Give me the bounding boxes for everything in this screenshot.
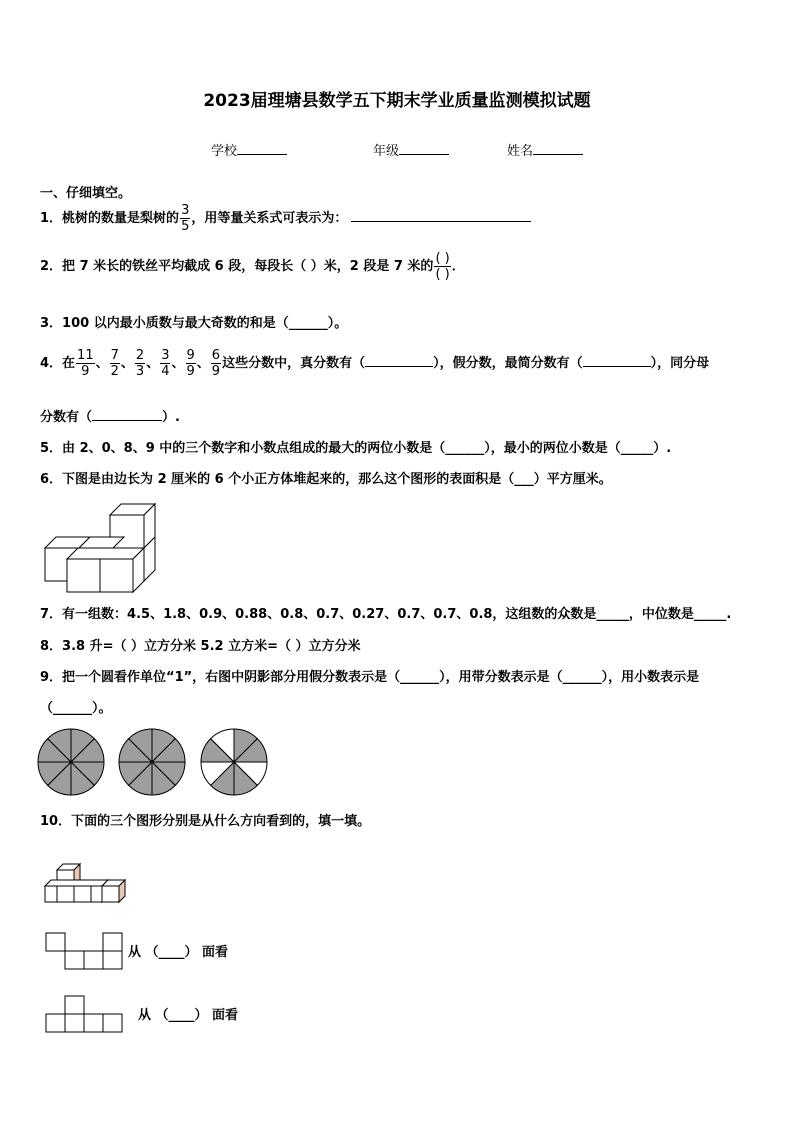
answer-blank[interactable] xyxy=(351,209,531,222)
question-2: 2．把 7 米长的铁丝平均截成 6 段，每段长（ ）米，2 段是 7 米的 $\frac{( )}{( )}$ ． xyxy=(40,251,465,282)
section-heading: 一、仔细填空。 xyxy=(40,186,132,201)
grade-field[interactable] xyxy=(373,140,449,159)
block-3d-figure xyxy=(42,862,127,910)
question-8: 8．3.8 升=（ ）立方分米 5.2 立方米=（ ）立方分米 xyxy=(40,639,361,654)
school-field[interactable] xyxy=(211,140,287,159)
view-1-figure xyxy=(45,932,125,972)
question-7: 7．有一组数：4.5、1.8、0.9、0.88、0.8、0.7、0.27、0.7、0.7、0.8，这组数的众数是_____，中位数是_____. xyxy=(40,607,732,622)
question-1: 1．桃树的数量是梨树的 $\frac{3}{5}$ ，用等量关系式可表示为： xyxy=(40,203,531,234)
fraction-3-5: $\frac{3}{5}$ xyxy=(181,203,190,234)
question-5: 5．由 2、0、8、9 中的三个数字和小数点组成的最大的两位小数是（______），最小的两位小数是（_____）. xyxy=(40,441,672,456)
name-field[interactable] xyxy=(507,140,583,159)
cube-stack-figure xyxy=(40,500,165,585)
name-label: 姓名 xyxy=(507,144,534,159)
view-2-answer[interactable]: 从 （____） 面看 xyxy=(138,1008,239,1023)
question-3: 3．100 以内最小质数与最大奇数的和是（______）。 xyxy=(40,316,348,331)
question-6: 6．下图是由边长为 2 厘米的 6 个小正方体堆起来的，那么这个图形的表面积是（___）平方厘米。 xyxy=(40,472,612,487)
fraction-blank: $\frac{( )}{( )}$ xyxy=(435,251,450,282)
fraction-circles-figure xyxy=(36,727,276,799)
page-title: 2023届理塘县数学五下期末学业质量监测模拟试题 xyxy=(203,91,591,111)
school-label: 学校 xyxy=(211,144,238,159)
view-1-answer[interactable]: 从 （____） 面看 xyxy=(128,945,229,960)
question-10: 10．下面的三个图形分别是从什么方向看到的，填一填。 xyxy=(40,814,371,829)
question-4-cont: 分数有（ ）. xyxy=(40,410,180,425)
question-4: 4．在 $\frac{11}{9}$ 、 $\frac{7}{2}$ 、 $\frac{2}{3}$ 、 $\frac{3}{4}$ 、 $\frac{9}{9}$ 、 $\frac{6}{9}$ 这些分数中，真分数有（ ），假分数，最简分数有（ ），同分母 xyxy=(40,348,710,379)
question-9: 9．把一个圆看作单位“1”，右图中阴影部分用假分数表示是（______），用带分数表示是（______），用小数表示是 xyxy=(40,670,700,685)
question-9-cont: （______）。 xyxy=(40,701,112,716)
grade-label: 年级 xyxy=(373,144,400,159)
view-2-figure xyxy=(45,995,125,1035)
